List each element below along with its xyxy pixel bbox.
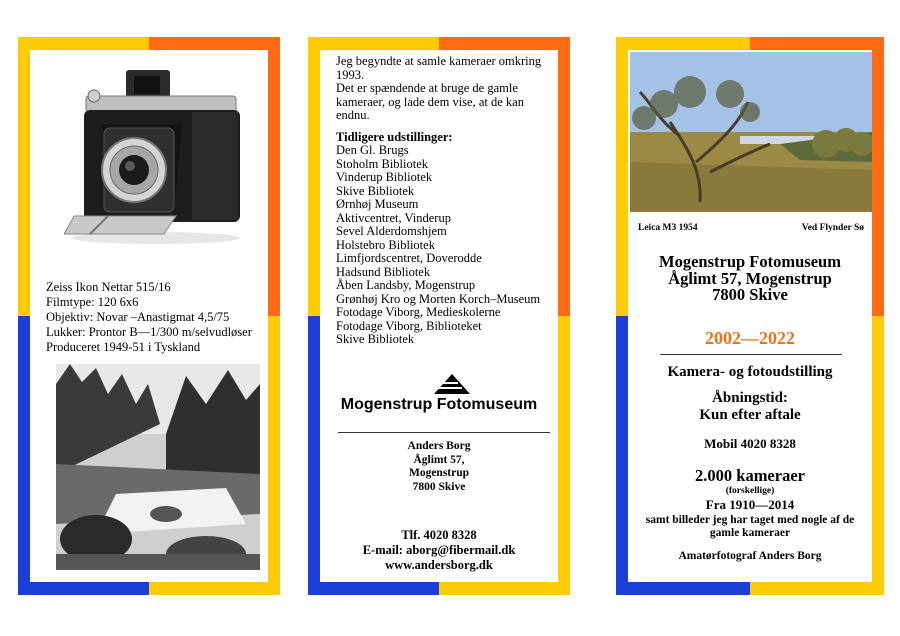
panel-camera <box>18 37 280 595</box>
hours-label: Åbningstid: <box>712 390 788 406</box>
exhibition-item: Fotodage Viborg, Medieskolerne <box>336 305 501 319</box>
address-block <box>320 440 558 494</box>
museum-title: Mogenstrup Fotomuseum <box>659 252 841 271</box>
intro-line: Jeg begyndte at samle kameraer omkring 1993. <box>336 54 542 82</box>
exhibitions-heading: Tidligere udstillinger: <box>336 129 453 144</box>
black-white-river-photo <box>56 364 260 570</box>
spec-line: Produceret 1949-51 i Tyskland <box>46 340 201 354</box>
spec-line: Filmtype: 120 6x6 <box>46 295 139 309</box>
cameras-count: 2.000 kameraer <box>695 466 805 485</box>
spec-line: Objektiv: Novar –Anastigmat 4,5/75 <box>46 310 230 324</box>
landscape-photo <box>630 52 872 212</box>
period: Fra 1910—2014 <box>705 497 795 512</box>
exhibition-item: Ørnhøj Museum <box>336 197 419 211</box>
exhibition-item: Stoholm Bibliotek <box>336 156 429 171</box>
camera-specs <box>46 280 252 355</box>
intro-line: Det er spændende at bruge de gamle kameraer, og lade dem vise, at de kan endnu. <box>336 81 524 122</box>
folding-camera-photo <box>64 66 242 246</box>
mobile: Mobil 4020 8328 <box>704 436 796 451</box>
divider <box>338 432 550 433</box>
address-line: Åglimt 57, <box>413 453 465 466</box>
museum-address-line: Åglimt 57, Mogenstrup <box>668 268 832 288</box>
opening-hours <box>628 390 872 424</box>
divider <box>660 354 842 355</box>
panel-exhibitions <box>308 37 570 595</box>
caption-left: Leica M3 1954 <box>638 223 698 233</box>
museum-logo-text: Mogenstrup Fotomuseum <box>340 396 538 413</box>
exhibition-item: Aktivcentret, Vinderup <box>336 210 451 225</box>
address-line: Mogenstrup <box>408 467 470 479</box>
exhibition-item: Skive Bibliotek <box>336 332 415 346</box>
museum-address-line: 7800 Skive <box>712 285 788 304</box>
address-line: 7800 Skive <box>412 480 466 493</box>
address-line: Anders Borg <box>407 440 471 452</box>
pictures-text: samt billeder jeg har taget med nogle af de gamle kameraer <box>645 514 855 539</box>
museum-logo-icon <box>432 374 470 396</box>
museum-heading <box>628 254 872 304</box>
phone: Tlf. 4020 8328 <box>401 528 477 542</box>
exhibition-item: Grønhøj Kro og Morten Korch–Museum <box>336 291 541 306</box>
exhibition-label: Kamera- og fotoudstilling <box>667 364 833 380</box>
years: 2002—2022 <box>705 328 795 348</box>
panel-museum <box>616 37 884 595</box>
hours-value: Kun efter aftale <box>699 407 801 423</box>
photographer: Amatørfotograf Anders Borg <box>678 550 822 562</box>
exhibition-item: Den Gl. Brugs <box>336 143 409 157</box>
exhibitions-text <box>336 55 552 347</box>
spec-line: Lukker: Prontor B—1/300 m/selvudløser <box>46 325 252 339</box>
website[interactable]: www.andersborg.dk <box>385 558 493 572</box>
email[interactable]: E-mail: aborg@fibermail.dk <box>362 543 516 557</box>
exhibition-item: Hadsund Bibliotek <box>336 264 431 279</box>
exhibition-item: Holstebro Bibliotek <box>336 237 435 252</box>
exhibition-item: Fotodage Viborg, Biblioteket <box>336 318 482 333</box>
exhibition-item: Åben Landsby, Mogenstrup <box>336 278 476 292</box>
exhibition-item: Limfjordscentret, Doverodde <box>336 251 482 265</box>
spec-line: Zeiss Ikon Nettar 515/16 <box>46 280 171 294</box>
exhibition-item: Vinderup Bibliotek <box>336 170 433 184</box>
contact-block <box>320 528 558 573</box>
caption-right: Ved Flynder Sø <box>801 223 864 233</box>
exhibition-item: Sevel Alderdomshjem <box>336 224 447 238</box>
exhibition-item: Skive Bibliotek <box>336 183 415 198</box>
cameras-note: (forskellige) <box>725 486 775 496</box>
